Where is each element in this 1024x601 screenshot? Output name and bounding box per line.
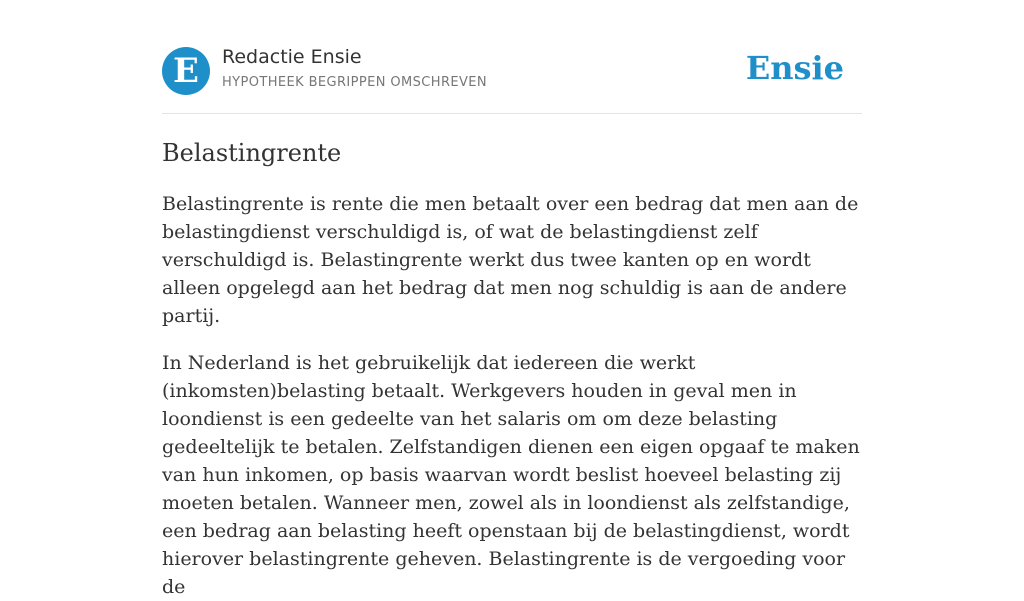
article-container: [162, 0, 862, 601]
article-paragraph-1: Belastingrente is rente die men betaalt over een bedrag dat men aan de belastingdienst verschuldigd is, of wat de belastingdienst zelf verschuldigd is. Belastingrente werkt dus twee kanten op en wordt alleen opgelegd aan het bedrag dat men nog schuldig is aan de andere partij.: [162, 193, 859, 327]
article-header: [162, 0, 862, 114]
author-name[interactable]: Redactie Ensie: [222, 46, 362, 68]
category-label[interactable]: HYPOTHEEK BEGRIPPEN OMSCHREVEN: [222, 75, 488, 90]
author-avatar[interactable]: E: [162, 47, 210, 95]
brand-logo[interactable]: Ensie: [745, 49, 844, 87]
article-paragraph-2: In Nederland is het gebruikelijk dat iedereen die werkt (inkomsten)belasting betaalt. Werkgevers houden in geval men in loondienst is een gedeelte van het salaris om om deze belasting gedeeltelijk te betalen. Zelfstandigen dienen een eigen opgaaf te maken van hun inkomen, op basis waarvan wordt beslist hoeveel belasting zij moeten betalen. Wanneer men, zowel als in loondienst als zelfstandige, een bedrag aan belasting heeft openstaan bij de belastingdienst, wordt hierover belastingrente geheven. Belastingrente is de vergoeding voor de: [162, 352, 860, 598]
article-title: Belastingrente: [162, 139, 342, 167]
